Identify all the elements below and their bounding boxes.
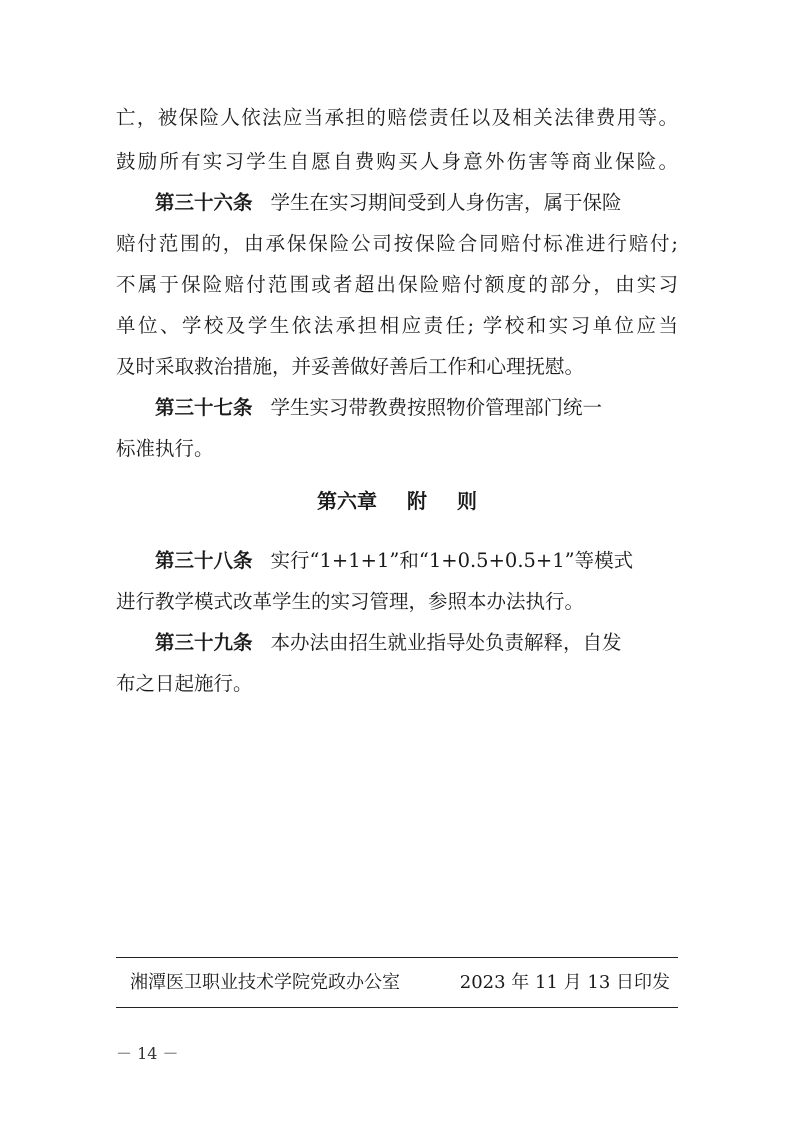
article-39 xyxy=(116,629,678,657)
article-text: 学生在实习期间受到人身伤害，属于保险 xyxy=(270,191,622,214)
paragraph-line: 亡，被保险人依法应当承担的赔偿责任以及相关法律费用等。 xyxy=(116,106,678,129)
article-37 xyxy=(116,394,678,422)
page-number: － 14 － xyxy=(116,1044,179,1063)
paragraph-line: 赔付范围的，由承保保险公司按保险合同赔付标准进行赔付; xyxy=(116,232,678,255)
paragraph-line: 不属于保险赔付范围或者超出保险赔付额度的部分，由实习 xyxy=(116,273,678,296)
article-38 xyxy=(116,547,678,575)
chapter-title-char: 附 xyxy=(407,489,427,513)
paragraph-line: 单位、学校及学生依法承担相应责任; 学校和实习单位应当 xyxy=(116,314,678,337)
paragraph-line: 布之日起施行。 xyxy=(116,672,253,695)
footer-top-rule xyxy=(116,957,678,958)
issuance-footer xyxy=(130,970,670,996)
chapter-title-char: 则 xyxy=(457,489,477,513)
chapter-heading xyxy=(116,487,678,515)
article-heading: 第三十七条 xyxy=(155,396,253,419)
chapter-number: 第六章 xyxy=(317,489,377,513)
paragraph-line: 标准执行。 xyxy=(116,437,214,460)
article-text: 本办法由招生就业指导处负责解释，自发 xyxy=(270,631,622,654)
issue-date: 2023 年 11 月 13 日印发 xyxy=(459,972,670,993)
footer-bottom-rule xyxy=(116,1007,678,1008)
paragraph-line: 进行教学模式改革学生的实习管理，参照本办法执行。 xyxy=(116,590,585,613)
article-heading: 第三十八条 xyxy=(155,549,253,572)
article-text: 实行“1+1+1”和“1+0.5+0.5+1”等模式 xyxy=(270,549,634,572)
issuing-office: 湘潭医卫职业技术学院党政办公室 xyxy=(130,972,400,993)
article-36 xyxy=(116,189,678,217)
paragraph-line: 鼓励所有实习学生自愿自费购买人身意外伤害等商业保险。 xyxy=(116,150,678,173)
article-heading: 第三十六条 xyxy=(155,191,253,214)
article-heading: 第三十九条 xyxy=(155,631,253,654)
paragraph-line: 及时采取救治措施，并妥善做好善后工作和心理抚慰。 xyxy=(116,355,585,378)
article-text: 学生实习带教费按照物价管理部门统一 xyxy=(270,396,603,419)
